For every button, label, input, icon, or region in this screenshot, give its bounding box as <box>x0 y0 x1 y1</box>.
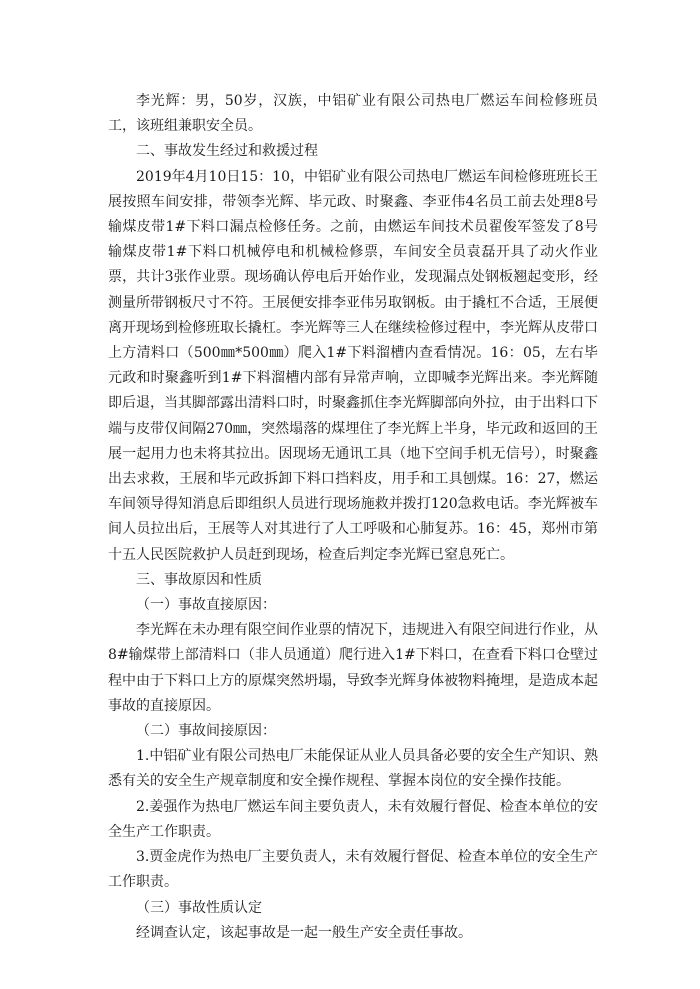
paragraph-indirect-cause-2: 2.姜强作为热电厂燃运车间主要负责人，未有效履行督促、检查本单位的安全生产工作职责。 <box>108 798 598 840</box>
paragraph-indirect-cause-3: 3.贾金虎作为热电厂主要负责人，未有效履行督促、检查本单位的安全生产工作职责。 <box>108 849 598 891</box>
subheading-indirect-cause: （二）事故间接原因： <box>136 723 276 740</box>
paragraph-nature: 经调查认定，该起事故是一起一般生产安全责任事故。 <box>136 924 472 941</box>
paragraph-direct-cause: 李光辉在未办理有限空间作业票的情况下，违规进入有限空间进行作业，从8#输煤带上部清料口（非人员通道）爬行进入1#下料口，在查看下料口仓壁过程中由于下料口上方的原煤突然坍塌，导致李光辉身体被物料掩埋，是造成本起事故的直接原因。 <box>108 622 598 714</box>
subheading-direct-cause: （一）事故直接原因： <box>136 597 276 614</box>
section-heading-process: 二、事故发生经过和救援过程 <box>136 143 318 160</box>
paragraph-accident-process: 2019年4月10日15：10，中铝矿业有限公司热电厂燃运车间检修班班长王展按照车间安排，带领李光辉、毕元政、时聚鑫、李亚伟4名员工前去处理8号输煤皮带1#下料口漏点检修任务。之前，由燃运车间技术员翟俊军签发了8号输煤皮带1#下料口机械停电和机械检修票，车间安全员袁磊开具了动火作业票，共计3张作业票。现场确认停电后开始作业，发现漏点处钢板翘起变形，经测量所带钢板尺寸不符。王展便安排李亚伟另取钢板。由于撬杠不合适，王展便离开现场到检修班取长撬杠。李光辉等三人在继续检修过程中，李光辉从皮带口上方清料口（500㎜*500㎜）爬入1#下料溜槽内查看情况。16：05，左右毕元政和时聚鑫听到1#下料溜槽内部有异常声响，立即喊李光辉出来。李光辉随即后退，当其脚部露出清料口时，时聚鑫抓住李光辉脚部向外拉，由于出料口下端与皮带仅间隔270㎜，突然塌落的煤埋住了李光辉上半身，毕元政和返回的王展一起用力也未将其拉出。因现场无通讯工具（地下空间手机无信号），时聚鑫出去求救，王展和毕元政拆卸下料口挡料皮，用手和工具刨煤。16：27，燃运车间领导得知消息后即组织人员进行现场施救并拨打120急救电话。李光辉被车间人员拉出后，王展等人对其进行了人工呼吸和心肺复苏。16：45，郑州市第十五人民医院救护人员赶到现场，检查后判定李光辉已窒息死亡。 <box>108 168 598 563</box>
paragraph-person-info: 李光辉：男，50岁，汉族，中铝矿业有限公司热电厂燃运车间检修班员工，该班组兼职安全员。 <box>108 93 598 135</box>
document-body <box>108 89 598 946</box>
section-heading-cause: 三、事故原因和性质 <box>136 571 262 588</box>
subheading-nature: （三）事故性质认定 <box>136 899 262 916</box>
paragraph-indirect-cause-1: 1.中铝矿业有限公司热电厂未能保证从业人员具备必要的安全生产知识、熟悉有关的安全生产规章制度和安全操作规程、掌握本岗位的安全操作技能。 <box>108 748 598 790</box>
